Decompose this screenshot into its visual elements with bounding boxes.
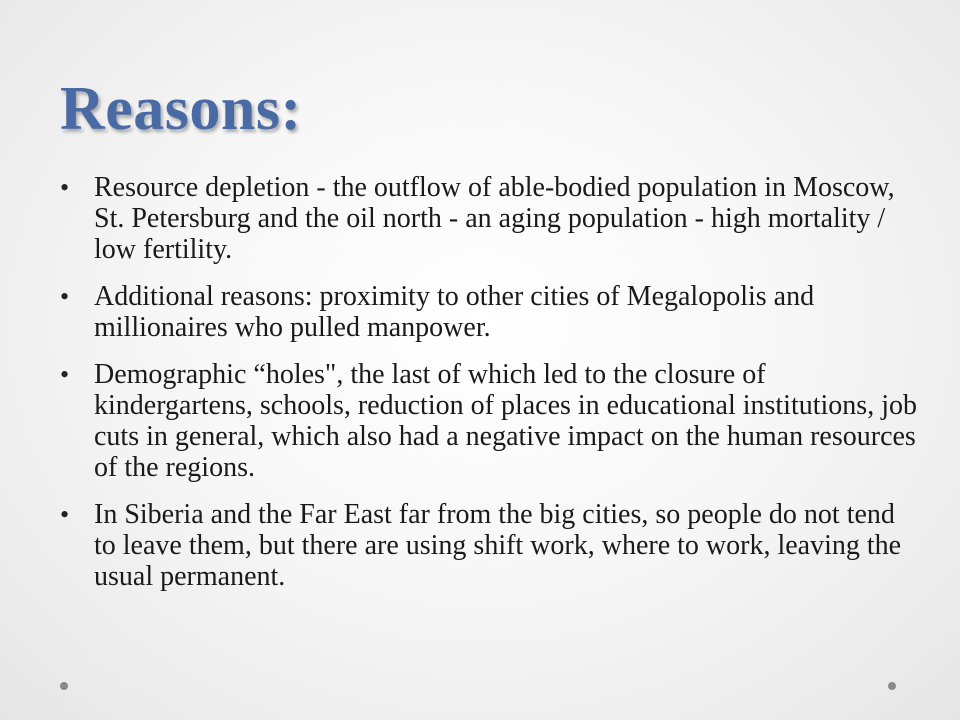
decor-dot-left-icon — [60, 682, 68, 690]
bullet-item — [60, 172, 920, 265]
bullet-item — [60, 281, 920, 343]
slide-title: Reasons: — [60, 75, 302, 143]
bullet-dot-icon: • — [60, 360, 70, 389]
bullet-item — [60, 359, 920, 483]
bullet-dot-icon: • — [60, 173, 70, 202]
bullet-text: Additional reasons: proximity to other cities of Megalopolis and millionaires who pulled manpower. — [94, 281, 815, 343]
bullet-text: In Siberia and the Far East far from the big cities, so people do not tend to leave them, but there are using shift work, where to work, leaving the usual permanent. — [94, 499, 902, 592]
bullet-list — [60, 172, 920, 608]
bullet-text: Resource depletion - the outflow of able-bodied population in Moscow, St. Petersburg and the oil north - an aging population - high mortality / low fertility. — [94, 172, 895, 265]
decor-dot-right-icon — [888, 682, 896, 690]
bullet-dot-icon: • — [60, 500, 70, 529]
bullet-dot-icon: • — [60, 282, 70, 311]
bullet-text: Demographic “holes", the last of which led to the closure of kindergartens, schools, reduction of places in educational institutions, job cuts in general, which also had a negative impact on the human resources of the regions. — [94, 359, 917, 483]
bullet-item — [60, 499, 920, 592]
